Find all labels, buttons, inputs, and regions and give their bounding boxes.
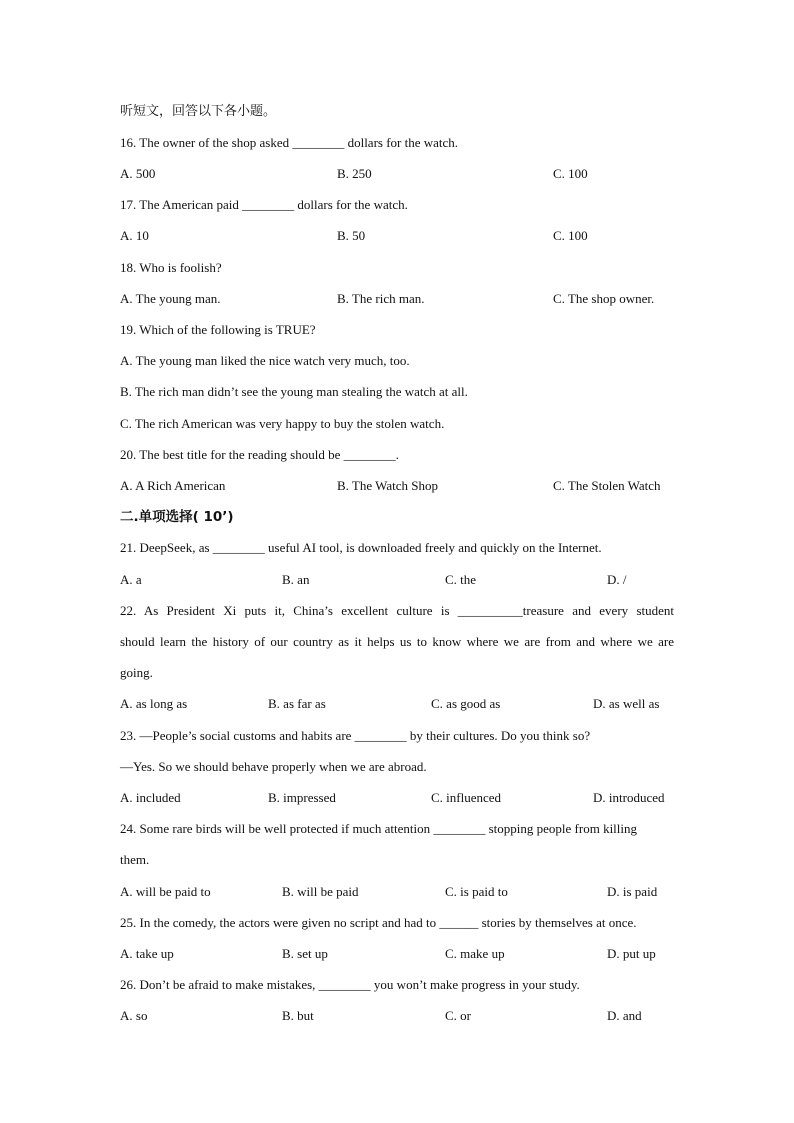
question-22-stem-line-3: going. (120, 665, 153, 680)
question-19-option-c: C. The rich American was very happy to buy the stolen watch. (120, 416, 445, 431)
question-18-option-b: B. The rich man. (337, 291, 425, 306)
question-16-option-a: A. 500 (120, 166, 156, 181)
section-2-title: 二.单项选择( 10’) (120, 509, 234, 525)
question-20-option-b: B. The Watch Shop (337, 478, 439, 493)
question-24-option-c: C. is paid to (445, 884, 508, 899)
question-21-option-c: C. the (445, 572, 477, 587)
question-24-stem-line-2: them. (120, 852, 150, 867)
question-26-stem: 26. Don’t be afraid to make mistakes, ________ you won’t make progress in your study. (120, 977, 580, 992)
question-25-option-d: D. put up (607, 946, 656, 961)
question-19-option-b: B. The rich man didn’t see the young man stealing the watch at all. (120, 384, 468, 399)
question-17-option-c: C. 100 (553, 228, 588, 243)
question-24-option-b: B. will be paid (282, 884, 359, 899)
listening-intro: 听短文，回答以下各小题。 (120, 104, 277, 119)
question-16-stem: 16. The owner of the shop asked ________ dollars for the watch. (120, 135, 459, 150)
question-22-option-d: D. as well as (593, 696, 660, 711)
question-22-stem-line-2: should learn the history of our country as it helps us to know where we are from and where we are (120, 634, 674, 649)
question-24-option-d: D. is paid (607, 884, 658, 899)
question-17-stem: 17. The American paid ________ dollars for the watch. (120, 197, 408, 212)
question-25-stem: 25. In the comedy, the actors were given no script and had to ______ stories by themselves at once. (120, 915, 637, 930)
question-18-option-a: A. The young man. (120, 291, 221, 306)
question-21-stem: 21. DeepSeek, as ________ useful AI tool, is downloaded freely and quickly on the Internet. (120, 540, 602, 555)
question-20-option-c: C. The Stolen Watch (553, 478, 661, 493)
question-19-stem: 19. Which of the following is TRUE? (120, 322, 316, 337)
question-23-option-d: D. introduced (593, 790, 665, 805)
question-25-option-c: C. make up (445, 946, 505, 961)
question-24-stem-line-1: 24. Some rare birds will be well protected if much attention ________ stopping people from killing (120, 821, 638, 836)
question-24-option-a: A. will be paid to (120, 884, 211, 899)
question-20-stem: 20. The best title for the reading should be ________. (120, 447, 399, 462)
question-22-stem-line-1: 22. As President Xi puts it, China’s excellent culture is __________treasure and every student (120, 603, 674, 618)
question-26-option-c: C. or (445, 1008, 471, 1023)
question-23-option-c: C. influenced (431, 790, 502, 805)
question-17-option-b: B. 50 (337, 228, 366, 243)
question-22-option-b: B. as far as (268, 696, 326, 711)
question-20-option-a: A. A Rich American (120, 478, 226, 493)
question-23-option-b: B. impressed (268, 790, 336, 805)
question-18-option-c: C. The shop owner. (553, 291, 655, 306)
question-23-option-a: A. included (120, 790, 181, 805)
question-22-option-a: A. as long as (120, 696, 188, 711)
question-21-option-d: D. / (607, 572, 627, 587)
question-26-option-d: D. and (607, 1008, 642, 1023)
question-25-option-a: A. take up (120, 946, 174, 961)
question-19-option-a: A. The young man liked the nice watch very much, too. (120, 353, 410, 368)
question-22-option-c: C. as good as (431, 696, 501, 711)
question-23-stem-line-1: 23. —People’s social customs and habits are ________ by their cultures. Do you think so? (120, 728, 591, 743)
question-26-option-b: B. but (282, 1008, 314, 1023)
question-23-stem-line-2: —Yes. So we should behave properly when we are abroad. (120, 759, 427, 774)
question-25-option-b: B. set up (282, 946, 328, 961)
question-21-option-b: B. an (282, 572, 310, 587)
question-16-option-b: B. 250 (337, 166, 372, 181)
question-18-stem: 18. Who is foolish? (120, 260, 222, 275)
question-21-option-a: A. a (120, 572, 142, 587)
question-16-option-c: C. 100 (553, 166, 588, 181)
question-17-option-a: A. 10 (120, 228, 149, 243)
question-26-option-a: A. so (120, 1008, 148, 1023)
